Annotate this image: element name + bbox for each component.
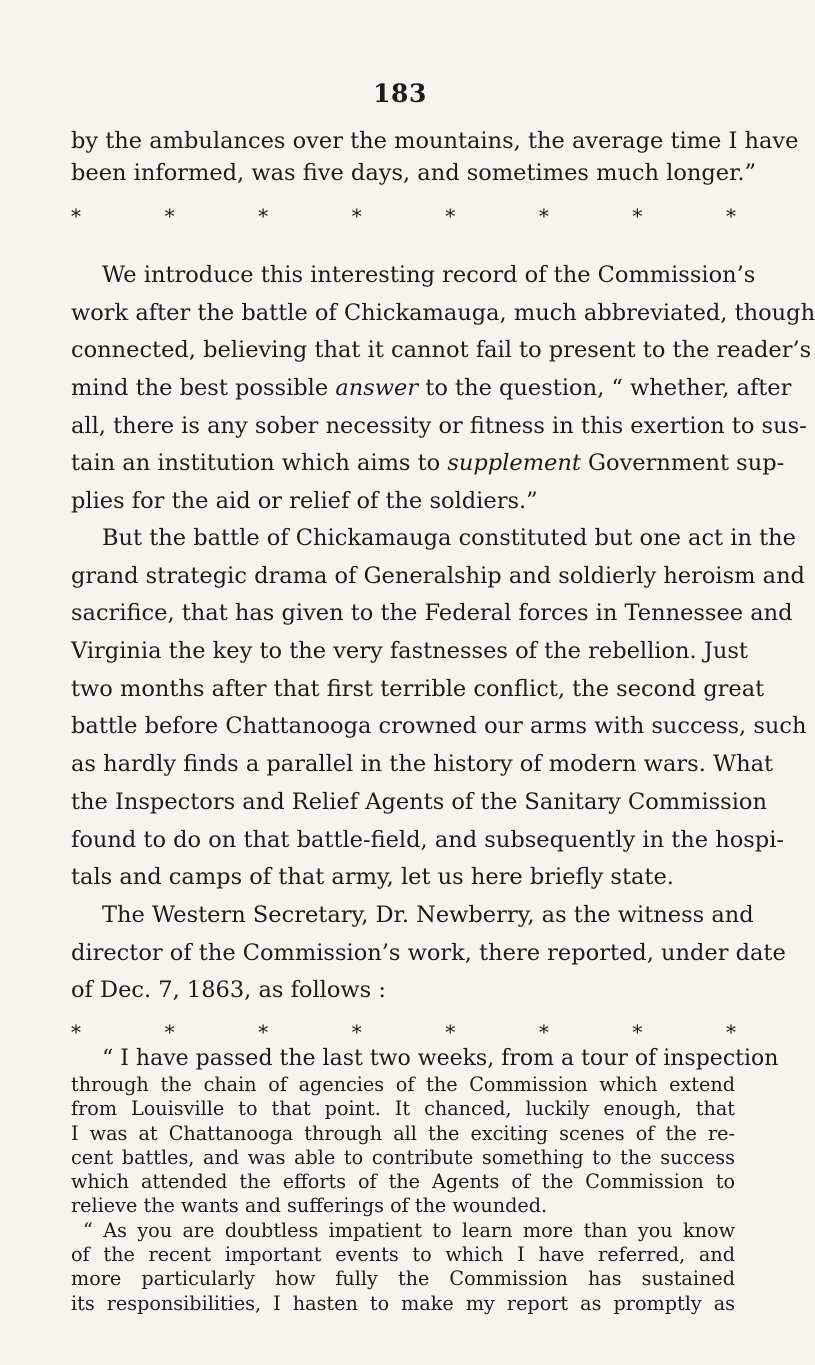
text-line: Virginia the key to the very fastnesses of the rebellion. Just — [71, 638, 748, 665]
asterisk: * — [632, 1020, 643, 1044]
asterisk: * — [164, 204, 175, 228]
text-line: “ I have passed the last two weeks, from a tour of inspection — [102, 1046, 779, 1071]
text-line: the Inspectors and Relief Agents of the Sanitary Commission — [71, 788, 767, 815]
text-line: We introduce this interesting record of the Commission’s — [102, 262, 756, 288]
text-line: connected, believing that it cannot fail to present to the reader’s — [71, 337, 812, 364]
page-number: 183 — [373, 79, 427, 108]
asterisk: * — [445, 204, 456, 228]
asterisk: * — [164, 1020, 175, 1044]
emphasis-answer: answer — [335, 375, 419, 402]
text-line: more particularly how fully the Commission has sustained — [71, 1267, 735, 1291]
text-segment: tain an institution which aims to — [71, 450, 448, 477]
text-line-with-emphasis — [71, 370, 792, 408]
text-line: “ As you are doubtless impatient to learn more than you know — [83, 1218, 735, 1242]
asterisk: * — [258, 204, 269, 228]
text-line: work after the battle of Chickamauga, much abbreviated, though — [71, 299, 815, 326]
text-line: as hardly finds a parallel in the history of modern wars. What — [71, 751, 774, 778]
text-segment: to the question, “ whether, after — [418, 375, 792, 402]
paragraph-battle-chattanooga — [71, 520, 807, 897]
text-line: tals and camps of that army, let us here briefly state. — [71, 864, 674, 891]
paragraph-quote-ending — [71, 123, 799, 192]
text-line: been informed, was five days, and sometimes much longer.” — [71, 159, 757, 186]
asterism-separator-middle — [71, 1022, 736, 1042]
asterisk: * — [538, 204, 549, 228]
asterisk: * — [71, 1020, 81, 1044]
asterisk: * — [351, 204, 362, 228]
asterism-separator-top — [71, 206, 736, 226]
text-line: grand strategic drama of Generalship and soldierly heroism and — [71, 562, 805, 589]
text-segment: mind the best possible — [71, 375, 336, 402]
text-line: plies for the aid or relief of the soldiers.” — [71, 488, 538, 515]
asterisk: * — [538, 1020, 549, 1044]
text-line: through the chain of agencies of the Commission which extend — [71, 1073, 735, 1096]
text-line: director of the Commission’s work, there reported, under date — [71, 939, 786, 966]
text-line: I was at Chattanooga through all the exciting scenes of the re- — [71, 1121, 735, 1145]
text-line: its responsibilities, I hasten to make my report as promptly as — [71, 1291, 735, 1315]
text-line: which attended the efforts of the Agents of the Commission to — [71, 1170, 735, 1194]
asterisk: * — [725, 204, 736, 228]
text-line: all, there is any sober necessity or fitness in this exertion to sus- — [71, 412, 807, 439]
text-line: of the recent important events to which I have referred, and — [71, 1243, 735, 1267]
text-line: two months after that first terrible conflict, the second great — [71, 675, 765, 702]
asterisk: * — [445, 1020, 456, 1044]
text-line: from Louisville to that point. It chanced, luckily enough, that — [71, 1097, 735, 1121]
text-line: relieve the wants and sufferings of the wounded. — [71, 1194, 548, 1218]
text-segment: Government sup- — [580, 450, 785, 477]
paragraph-introduction — [71, 257, 815, 521]
asterisk: * — [71, 204, 81, 228]
paragraph-western-secretary — [71, 897, 786, 1010]
text-line: sacrifice, that has given to the Federal forces in Tennessee and — [71, 600, 793, 627]
asterisk: * — [632, 204, 643, 228]
text-line: battle before Chattanooga crowned our arms with success, such — [71, 713, 807, 740]
text-line-with-emphasis — [71, 445, 785, 483]
text-line: But the battle of Chickamauga constituted but one act in the — [102, 525, 796, 551]
asterisk: * — [351, 1020, 362, 1044]
text-line: cent battles, and was able to contribute something to the success — [71, 1145, 735, 1169]
asterisk: * — [258, 1020, 269, 1044]
text-line: by the ambulances over the mountains, the average time I have — [71, 128, 799, 154]
emphasis-supplement: supplement — [447, 450, 581, 477]
text-line: found to do on that battle-field, and subsequently in the hospi- — [71, 826, 785, 853]
quote-report-text — [71, 1073, 735, 1316]
asterisk: * — [725, 1020, 736, 1044]
text-line: of Dec. 7, 1863, as follows : — [71, 977, 386, 1004]
text-line: The Western Secretary, Dr. Newberry, as the witness and — [102, 902, 754, 928]
quote-first-line — [71, 1045, 779, 1073]
